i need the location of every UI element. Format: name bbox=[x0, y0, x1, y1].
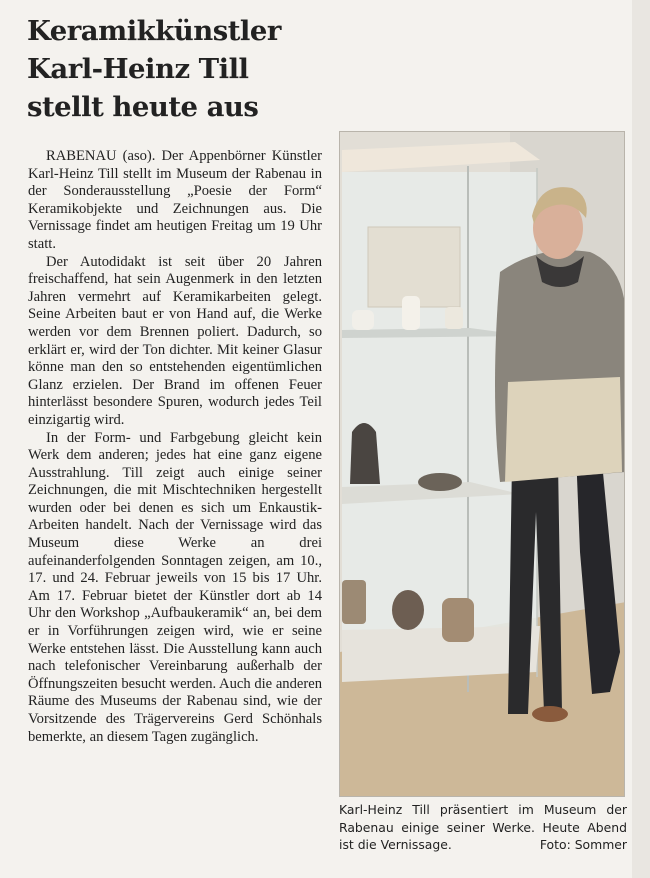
person-shoe bbox=[532, 706, 568, 722]
article-paragraph-1: RABENAU (aso). Der Appenbörner Künstler Karl-Heinz Till stellt im Museum der Rabenau in der Sonderausstellung „Poesie der Form“ Keramikobjekte und Zeichnungen aus. Die Vernissage findet am heutigen Freitag um 19 Uhr statt. bbox=[28, 148, 322, 252]
photo-artist-with-display-case bbox=[340, 132, 625, 797]
ceramic-dark-vase bbox=[350, 423, 380, 484]
ceramic-pot-2 bbox=[392, 590, 424, 630]
headline-line-3: stellt heute aus bbox=[27, 91, 259, 123]
drawing-frame bbox=[368, 227, 460, 307]
ceramic-pot-1 bbox=[342, 580, 366, 624]
photo-caption bbox=[339, 801, 627, 854]
article-paragraph-2: Der Autodidakt ist seit über 20 Jahren freischaffend, hat sein Augenmerk in den letzten Jahren vermehrt auf Keramikarbeiten gelegt. Seine Arbeiten baut er von Hand auf, die Werke werden vor dem Brennen poliert. Dadurch, so erklärt er, wird der Ton dichter. Mit keiner Glasur könne man den so entstehenden eigentümlichen Glanz erzielen. Der Brand im offenen Feuer hinterlässt besondere Spuren, wodurch jedes Teil einzigartig wird. bbox=[28, 253, 322, 428]
headline-line-2: Karl-Heinz Till bbox=[27, 53, 249, 85]
article-body bbox=[28, 148, 322, 746]
caption-text: Karl-Heinz Till präsentiert im Museum der Rabenau einige seiner Werke. Heute Abend ist die Vernissage. bbox=[339, 802, 627, 852]
ceramic-white-3 bbox=[445, 307, 463, 329]
ceramic-white-2 bbox=[402, 296, 420, 330]
ceramic-pot-3 bbox=[442, 598, 474, 642]
article-paragraph-3: In der Form- und Farbgebung gleicht kein Werk dem anderen; jedes hat eine ganz eigene Ausstrahlung. Till zeigt auch einige seiner Zeichnungen, die mit Mischtechniken hergestellt wurden oder bei denen es sich um Enkaustik-Arbeiten handelt. Nach der Vernissage wird das Museum diese Werke an drei aufeinanderfolgenden Sonntagen zeigen, am 10., 17. und 24. Februar jeweils von 15 bis 17 Uhr. Am 17. Februar bietet der Künstler dort ab 14 Uhr den Workshop „Aufbaukeramik“ an, bei dem er in Vorführungen zeigen wird, wie er seine Werke entstehen lässt. Die Ausstellung kann auch nach telefonischer Vereinbarung außerhalb der Öffnungszeiten besucht werden. Auch die anderen Räume des Museums der Rabenau sind, wie der Vorsitzende des Trägervereins Gerd Schönhals bemerkte, an diesem Tagen zugänglich. bbox=[28, 429, 322, 745]
ceramic-white-1 bbox=[352, 310, 374, 330]
ceramic-bowl bbox=[418, 473, 462, 491]
person-jacket-light bbox=[505, 377, 622, 482]
page-edge bbox=[632, 0, 650, 878]
article-headline bbox=[27, 12, 327, 126]
headline-line-1: Keramikkünstler bbox=[27, 15, 281, 47]
photo-credit: Foto: Sommer bbox=[539, 837, 627, 852]
article-photo bbox=[339, 131, 625, 797]
